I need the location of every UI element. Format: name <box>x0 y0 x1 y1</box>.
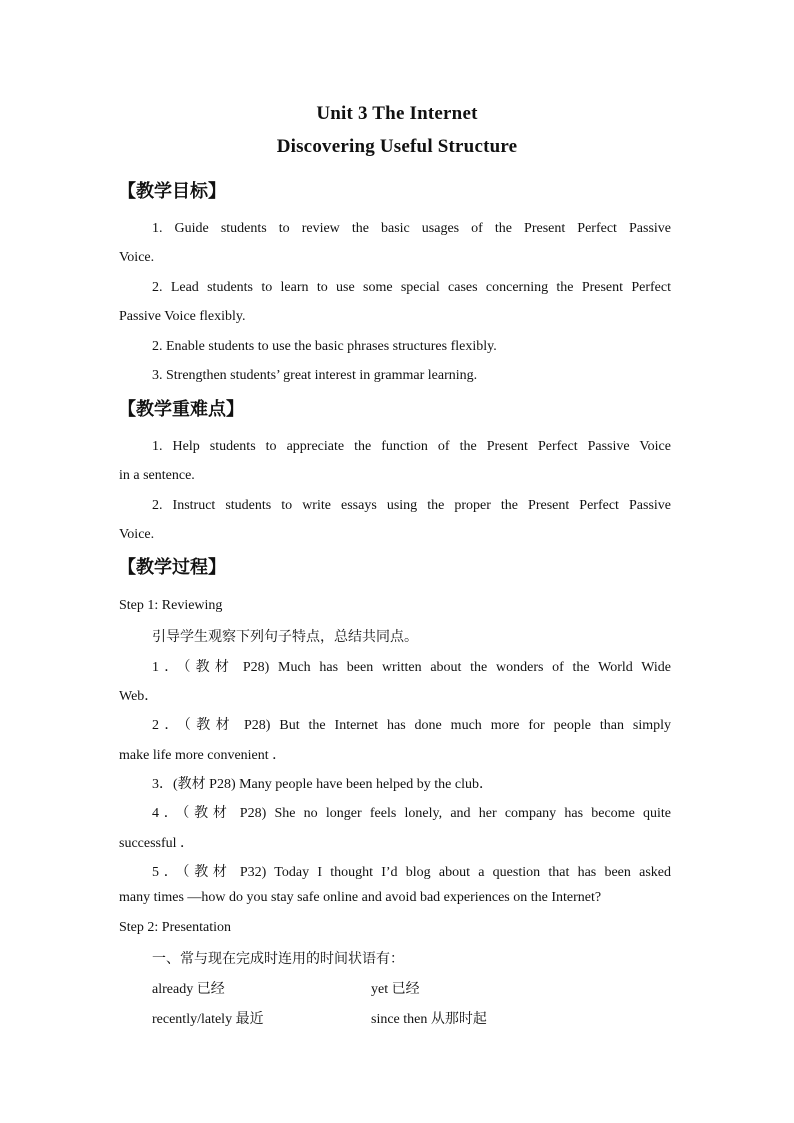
adverbial-recently: recently/lately 最近 <box>152 1012 264 1027</box>
key-point-2: 2. Instruct students to write essays using the proper the Present Perfect Passive <box>152 498 671 513</box>
adverbial-already: already 已经 <box>152 982 225 997</box>
goal-item-4: 3. Strengthen students’ great interest in grammar learning. <box>152 368 478 383</box>
goal-item-1-cont: Voice. <box>119 250 155 265</box>
section-heading-key-points: 【教学重难点】 <box>118 399 244 420</box>
sentence-5: 5．（教材 P32) Today I thought I’d blog about a question that has been asked <box>152 865 671 880</box>
adverbial-yet: yet 已经 <box>371 982 420 997</box>
key-point-1: 1. Help students to appreciate the function of the Present Perfect Passive Voice <box>152 439 671 454</box>
key-point-2-cont: Voice. <box>119 527 155 542</box>
sentence-4-cont: successful ． <box>119 836 195 851</box>
instruction-text: 引导学生观察下列句子特点，总结共同点。 <box>152 629 418 645</box>
goal-item-2: 2. Lead students to learn to use some special cases concerning the Present Perfect <box>152 280 671 295</box>
sentence-2: 2．（教材 P28) But the Internet has done much more for people than simply <box>152 718 671 733</box>
goal-item-2-cont: Passive Voice flexibly. <box>119 309 246 324</box>
goal-item-1: 1. Guide students to review the basic usages of the Present Perfect Passive <box>152 221 671 236</box>
sentence-3: 3．(教材 P28) Many people have been helped by the club． <box>152 777 493 792</box>
section-heading-goals: 【教学目标】 <box>118 181 226 202</box>
key-point-1-cont: in a sentence. <box>119 468 195 483</box>
document-title: Unit 3 The Internet <box>316 103 478 124</box>
document-subtitle: Discovering Useful Structure <box>276 136 518 157</box>
adverbial-since-then: since then 从那时起 <box>371 1012 487 1027</box>
step-2-label: Step 2: Presentation <box>119 920 231 935</box>
sentence-5-cont: many times —how do you stay safe online and avoid bad experiences on the Internet? <box>119 890 602 905</box>
goal-item-3: 2. Enable students to use the basic phrases structures flexibly. <box>152 339 497 354</box>
sentence-1: 1．（教材 P28) Much has been written about the wonders of the World Wide <box>152 660 671 675</box>
sentence-1-cont: Web． <box>119 689 159 704</box>
adverbials-heading: 一、常与现在完成时连用的时间状语有： <box>152 951 404 967</box>
step-1-label: Step 1: Reviewing <box>119 598 223 613</box>
sentence-2-cont: make life more convenient ． <box>119 748 287 763</box>
sentence-4: 4．（教材 P28) She no longer feels lonely, and her company has become quite <box>152 806 671 821</box>
section-heading-process: 【教学过程】 <box>118 557 226 578</box>
